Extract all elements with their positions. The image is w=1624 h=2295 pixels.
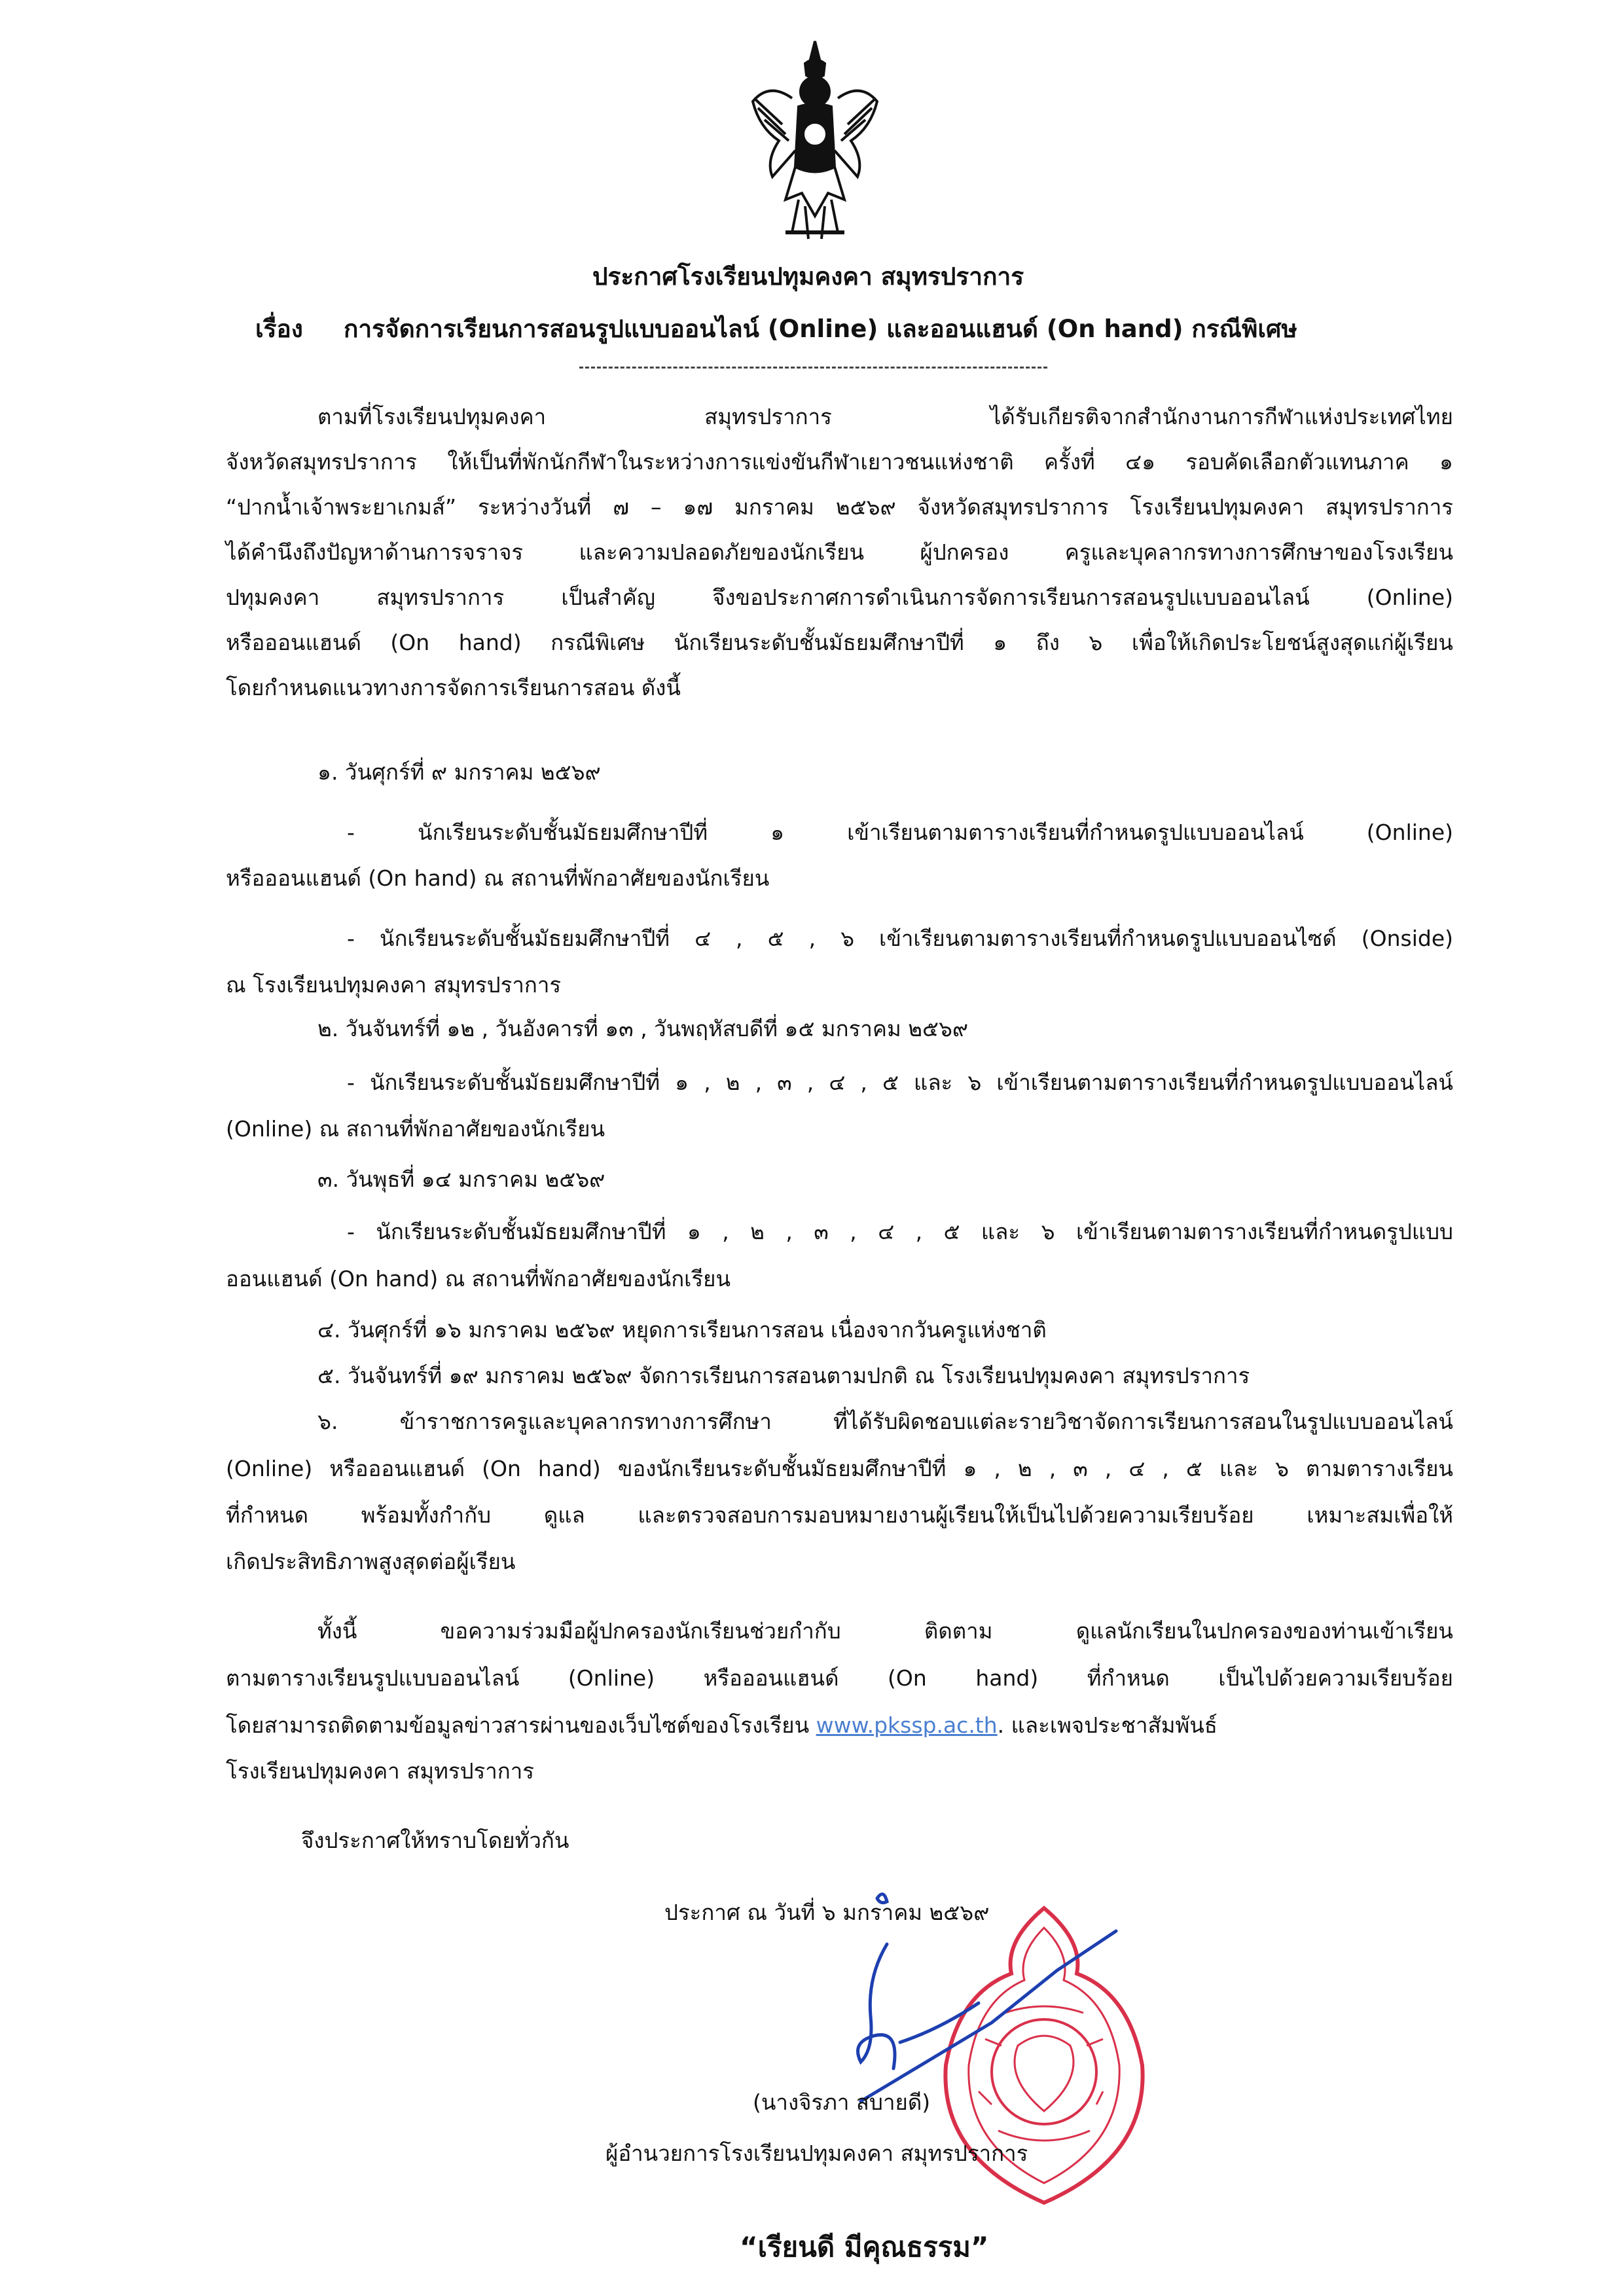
page-title: ประกาศโรงเรียนปทุมคงคา สมุทรปราการ [592, 262, 1024, 291]
item-line: ๖. ข้าราชการครูและบุคลากรทางการศึกษา ที่ได้รับผิดชอบแต่ละรายวิชาจัดการเรียนการสอนในรูปแบบออนไลน์ [317, 1409, 1453, 1434]
item-heading: ๒. วันจันทร์ที่ ๑๒ , วันอังคารที่ ๑๓ , วันพฤหัสบดีที่ ๑๕ มกราคม ๒๕๖๙ [317, 1016, 969, 1041]
closing-line: ตามตารางเรียนรูปแบบออนไลน์ (Online) หรือออนแฮนด์ (On hand) ที่กำหนด เป็นไปด้วยความเรียบร้อย [226, 1665, 1453, 1691]
garuda-emblem-icon [746, 36, 884, 252]
item-line: (Online) ณ สถานที่พักอาศัยของนักเรียน [226, 1116, 605, 1142]
announce-line: จึงประกาศให้ทราบโดยทั่วกัน [301, 1828, 569, 1853]
item-heading: ๓. วันพุธที่ ๑๔ มกราคม ๒๕๖๙ [317, 1166, 605, 1192]
item-line: เกิดประสิทธิภาพสูงสุดต่อผู้เรียน [226, 1549, 516, 1574]
item-line: - นักเรียนระดับชั้นมัธยมศึกษาปีที่ ๑ , ๒ , ๓ , ๔ , ๕ และ ๖ เข้าเรียนตามตารางเรียนที่กำหนดรูปแบบออนไลน์ [347, 1070, 1453, 1095]
intro-line: ตามที่โรงเรียนปทุมคงคา สมุทรปราการ ได้รับเกียรติจากสำนักงานการกีฬาแห่งประเทศไทย [317, 404, 1453, 429]
closing-line: ทั้งนี้ ขอความร่วมมือผู้ปกครองนักเรียนช่วยกำกับ ติดตาม ดูแลนักเรียนในปกครองของท่านเข้าเรียน [317, 1618, 1453, 1644]
intro-line: “ปากน้ำเจ้าพระยาเกมส์” ระหว่างวันที่ ๗ – ๑๗ มกราคม ๒๕๖๙ จังหวัดสมุทรปราการ โรงเรียนปทุมคงคา สมุทรปราการ [226, 494, 1453, 520]
intro-line: หรือออนแฮนด์ (On hand) กรณีพิเศษ นักเรียนระดับชั้นมัธยมศึกษาปีที่ ๑ ถึง ๖ เพื่อให้เกิดประโยชน์สูงสุดแก่ผู้เรียน [226, 630, 1453, 655]
title-divider [579, 367, 1047, 369]
closing-line: โรงเรียนปทุมคงคา สมุทรปราการ [226, 1758, 535, 1784]
item-line: - นักเรียนระดับชั้นมัธยมศึกษาปีที่ ๔ , ๕ , ๖ เข้าเรียนตามตารางเรียนที่กำหนดรูปแบบออนไซด์ (Onside) [347, 926, 1453, 951]
intro-line: โดยกำหนดแนวทางการจัดการเรียนการสอน ดังนี้ [226, 675, 681, 700]
signer-position: ผู้อำนวยการโรงเรียนปทุมคงคา สมุทรปราการ [605, 2141, 1028, 2166]
intro-line: ปทุมคงคา สมุทรปราการ เป็นสำคัญ จึงขอประกาศการดำเนินการจัดการเรียนการสอนรูปแบบออนไลน์ (Online) [226, 585, 1453, 610]
subject-label: เรื่อง [255, 315, 303, 343]
item-line: หรือออนแฮนด์ (On hand) ณ สถานที่พักอาศัยของนักเรียน [226, 865, 770, 891]
school-motto: “เรียนดี มีคุณธรรม” [740, 2231, 989, 2263]
item-heading: ๕. วันจันทร์ที่ ๑๙ มกราคม ๒๕๖๙ จัดการเรียนการสอนตามปกติ ณ โรงเรียนปทุมคงคา สมุทรปราการ [317, 1363, 1250, 1388]
website-link[interactable]: www.pkssp.ac.th [816, 1712, 998, 1738]
signer-name: (นางจิรภา สบายดี) [753, 2089, 931, 2115]
signature-icon [821, 1885, 1123, 2121]
closing-text: . และเพจประชาสัมพันธ์ [997, 1712, 1218, 1738]
item-heading: ๑. วันศุกร์ที่ ๙ มกราคม ๒๕๖๙ [317, 759, 601, 785]
item-line: - นักเรียนระดับชั้นมัธยมศึกษาปีที่ ๑ เข้าเรียนตามตารางเรียนที่กำหนดรูปแบบออนไลน์ (Online) [347, 820, 1453, 845]
announcement-date: ประกาศ ณ วันที่ ๖ มกราคม ๒๕๖๙ [664, 1900, 990, 1925]
item-heading: ๔. วันศุกร์ที่ ๑๖ มกราคม ๒๕๖๙ หยุดการเรียนการสอน เนื่องจากวันครูแห่งชาติ [317, 1317, 1047, 1343]
subject-text: การจัดการเรียนการสอนรูปแบบออนไลน์ (Online) และออนแฮนด์ (On hand) กรณีพิเศษ [344, 315, 1297, 343]
item-line: ที่กำหนด พร้อมทั้งกำกับ ดูแล และตรวจสอบการมอบหมายงานผู้เรียนให้เป็นไปด้วยความเรียบร้อย เหมาะสมเพื่อให้ [226, 1502, 1453, 1528]
intro-line: ได้คำนึงถึงปัญหาด้านการจราจร และความปลอดภัยของนักเรียน ผู้ปกครอง ครูและบุคลากรทางการศึกษาของโรงเรียน [226, 539, 1453, 565]
item-line: - นักเรียนระดับชั้นมัธยมศึกษาปีที่ ๑ , ๒ , ๓ , ๔ , ๕ และ ๖ เข้าเรียนตามตารางเรียนที่กำหนดรูปแบบ [347, 1219, 1453, 1244]
intro-line: จังหวัดสมุทรปราการ ให้เป็นที่พักนักกีฬาในระหว่างการแข่งขันกีฬาเยาวชนแห่งชาติ ครั้งที่ ๔๑ รอบคัดเลือกตัวแทนภาค ๑ [226, 449, 1453, 475]
item-line: ออนแฮนด์ (On hand) ณ สถานที่พักอาศัยของนักเรียน [226, 1266, 731, 1292]
closing-line [226, 1711, 1218, 1740]
closing-text: โดยสามารถติดตามข้อมูลข่าวสารผ่านของเว็บไซต์ของโรงเรียน [226, 1712, 816, 1738]
item-line: (Online) หรือออนแฮนด์ (On hand) ของนักเรียนระดับชั้นมัธยมศึกษาปีที่ ๑ , ๒ , ๓ , ๔ , ๕ และ ๖ ตามตารางเรียน [226, 1456, 1453, 1481]
item-line: ณ โรงเรียนปทุมคงคา สมุทรปราการ [226, 972, 562, 998]
